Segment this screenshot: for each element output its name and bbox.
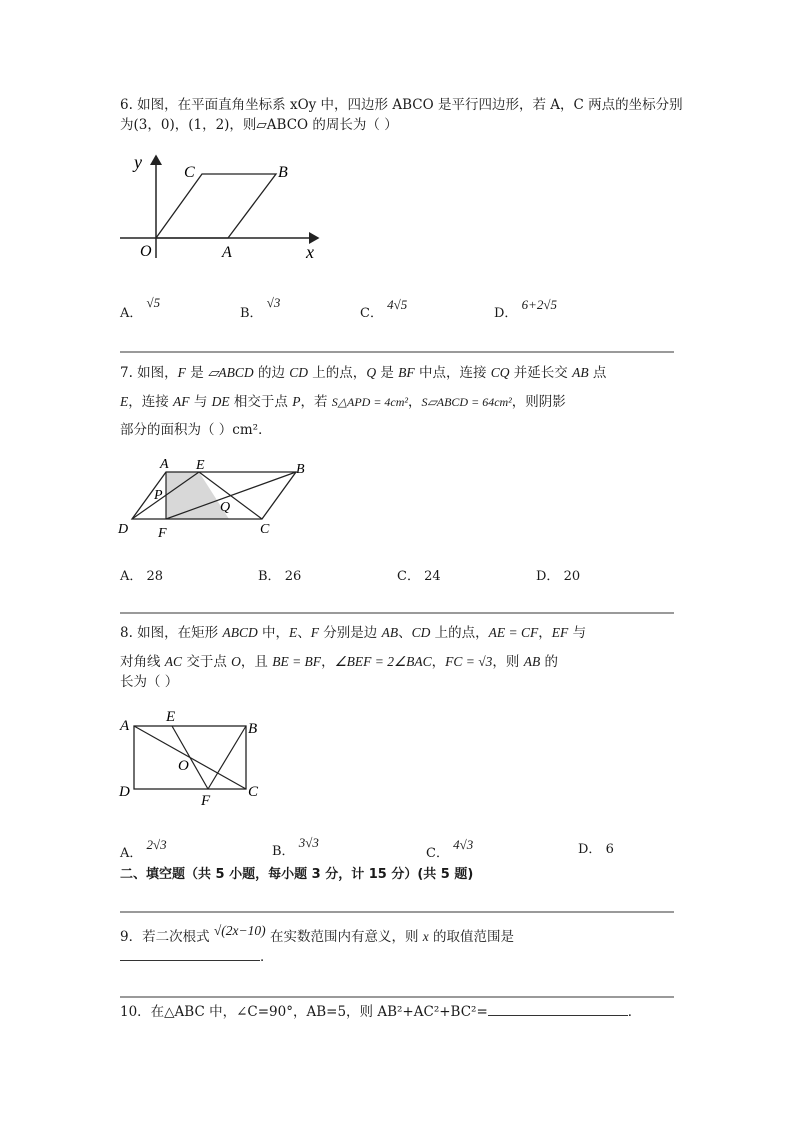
q8-option-b[interactable]: B． 3√3 — [272, 835, 319, 859]
label-b: B — [248, 721, 258, 737]
section-heading: 二、填空题（共 5 小题，每小题 3 分，计 15 分）(共 5 题) — [120, 867, 474, 882]
label-b: B — [278, 164, 288, 181]
option-math: √5 — [146, 295, 161, 310]
q6-line1: 6. 如图，在平面直角坐标系 xOy 中，四边形 ABCO 是平行四边形，若 A，C 两点的坐标分别 — [120, 97, 683, 113]
q6-line2: 为(3，0)，(1，2)，则▱ABCO 的周长为（ ） — [120, 117, 398, 133]
q8-line1: 8. 如图，在矩形 ABCD 中，E、F 分别是边 AB、CD 上的点，AE = CF，EF 与 — [120, 625, 587, 641]
option-letter: D． — [494, 306, 518, 321]
label-d: D — [118, 522, 129, 537]
label-p: P — [154, 488, 163, 503]
option-letter: B． — [240, 306, 263, 321]
divider — [120, 612, 674, 614]
q7-option-b[interactable]: B． 26 — [258, 569, 302, 584]
label-c: C — [184, 164, 195, 181]
option-letter: C． — [360, 306, 383, 321]
q7-line1: 7. 如图，F 是 ▱ABCD 的边 CD 上的点，Q 是 BF 中点，连接 CQ 并延长交 AB 点 — [120, 365, 607, 381]
q7-option-c[interactable]: C． 24 — [397, 569, 441, 584]
segment-fb — [208, 726, 246, 789]
q7-option-d[interactable]: D． 20 — [536, 569, 581, 584]
divider — [120, 911, 674, 913]
q9-answer-line[interactable]: ． — [120, 946, 274, 968]
q6-option-c[interactable] — [360, 297, 408, 321]
label-q: Q — [220, 500, 231, 515]
label-c: C — [248, 784, 259, 800]
q6-option-a[interactable] — [120, 295, 161, 321]
label-d: D — [119, 784, 130, 800]
label-c: C — [260, 522, 270, 537]
q8-option-a[interactable]: A． 2√3 — [120, 837, 167, 861]
label-e: E — [166, 709, 176, 725]
q8-option-d[interactable]: D． 6 — [578, 842, 614, 857]
q8-line2: 对角线 AC 交于点 O，且 BE = BF，∠BEF = 2∠BAC，FC = √3，则 AB 的 — [120, 654, 558, 670]
label-o: O — [178, 758, 189, 774]
q10-line: 10．在△ABC 中，∠C=90°，AB=5，则 AB²+AC²+BC²= ． — [120, 1001, 641, 1023]
label-f: F — [201, 793, 211, 809]
q7-line2: E，连接 AF 与 DE 相交于点 P，若 S△APD = 4cm²，S▱ABCD = 64cm²，则阴影 — [120, 394, 566, 410]
label-o: O — [140, 243, 152, 260]
answer-blank[interactable] — [120, 946, 260, 961]
q8-figure — [116, 706, 266, 810]
option-letter: A． — [120, 306, 143, 321]
q6-option-b[interactable] — [240, 295, 281, 321]
label-e: E — [196, 458, 205, 473]
q9-line1: 9．若二次根式 √(2x−10) 在实数范围内有意义，则 x 的取值范围是 — [120, 923, 515, 945]
label-a: A — [160, 457, 169, 472]
q7-figure — [116, 455, 316, 543]
label-x: x — [306, 242, 314, 262]
label-a: A — [120, 718, 130, 734]
divider — [120, 996, 674, 998]
label-a: A — [222, 244, 232, 261]
q8-line3: 长为（ ） — [120, 674, 179, 690]
q7-option-a[interactable]: A． 28 — [120, 569, 164, 584]
divider — [120, 351, 674, 353]
label-b: B — [296, 462, 305, 477]
q8-option-c[interactable]: C． 4√3 — [426, 837, 474, 861]
answer-blank[interactable] — [488, 1001, 628, 1016]
option-math: √3 — [266, 295, 281, 310]
q6-option-d[interactable] — [494, 297, 557, 321]
q7-line3: 部分的面积为（ ）cm²． — [120, 422, 272, 438]
option-math: 4√5 — [387, 297, 408, 312]
label-f: F — [158, 526, 167, 541]
parallelogram-abco — [156, 174, 276, 238]
label-y: y — [134, 152, 142, 172]
q6-figure — [118, 150, 330, 262]
option-math: 6+2√5 — [521, 297, 557, 312]
